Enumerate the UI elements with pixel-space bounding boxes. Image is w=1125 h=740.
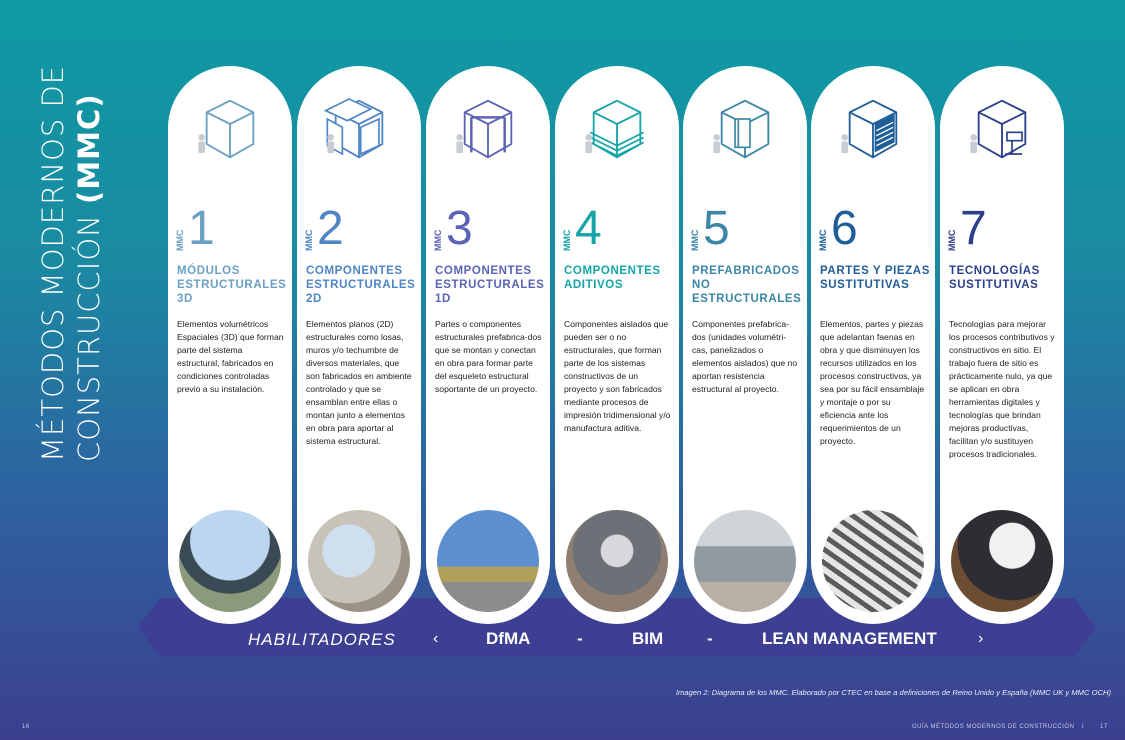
mmc-1-illustration-icon: [190, 84, 270, 174]
enabler-separator: -: [577, 629, 583, 648]
page-number-right: 17: [1100, 724, 1108, 730]
mmc-photo: [951, 510, 1053, 612]
footer-divider: I: [1082, 724, 1085, 730]
mmc-description: Componentes aislados que pueden ser o no estructurales, que forman parte de los sistemas constructivos de un proyecto y son fabricados mediante procesos de impresión tridimensional y/o manufactura aditiva.: [564, 319, 671, 433]
mmc-number: 6: [831, 202, 858, 255]
mmc-description: Partes o componentes estructurales prefabrica-dos que se montan y conectan en obra para formar parte del esqueleto estructural soportante de un proyecto.: [435, 319, 542, 394]
title-line-2: CONSTRUCCIÓN (MMC): [72, 93, 106, 462]
enabler-dfma: DfMA: [486, 629, 531, 648]
mmc-label: MMC: [175, 229, 185, 251]
mmc-number: 1: [188, 202, 215, 255]
mmc-card-7: [940, 66, 1064, 624]
mmc-label: MMC: [818, 229, 828, 251]
mmc-title: COMPONENTES ESTRUCTURALES 1D: [435, 265, 545, 305]
habilitadores-label: HABILITADORES: [248, 630, 396, 649]
mmc-5-illustration-icon: [705, 84, 785, 174]
mmc-number: 5: [703, 202, 730, 255]
figure-caption: Imagen 2: Diagrama de los MMC. Elaborado por CTEC en base a definiciones de Reino Unido y España (MMC UK y MMC OCH): [675, 688, 1111, 697]
mmc-photo: [179, 510, 281, 612]
footer-guide-title: GUÍA MÉTODOS MODERNOS DE CONSTRUCCIÓN: [912, 724, 1075, 730]
title-line-1: MÉTODOS MODERNOS DE: [36, 64, 70, 462]
mmc-card-2: [297, 66, 421, 624]
mmc-title: TECNOLOGÍAS SUSTITUTIVAS: [949, 265, 1040, 291]
mmc-description: Componentes prefabrica-dos (unidades volumétri-cas, panelizados o elementos aislados) que no aportan resistencia estructural al proyecto.: [692, 319, 798, 394]
mmc-number: 7: [960, 202, 987, 255]
mmc-card-1: [168, 66, 292, 624]
mmc-label: MMC: [947, 229, 957, 251]
mmc-number: 4: [575, 202, 602, 255]
mmc-title: MÓDULOS ESTRUCTURALES 3D: [177, 265, 287, 305]
mmc-card-4: [555, 66, 679, 624]
mmc-3-illustration-icon: [448, 84, 528, 174]
mmc-photo: [822, 510, 924, 612]
mmc-title: COMPONENTES ESTRUCTURALES 2D: [306, 265, 416, 305]
mmc-photo: [694, 510, 796, 612]
mmc-number: 3: [446, 202, 473, 255]
mmc-card-3: [426, 66, 550, 624]
mmc-title: PARTES Y PIEZAS SUSTITUTIVAS: [820, 265, 930, 291]
mmc-label: MMC: [690, 229, 700, 251]
enabler-bim: BIM: [632, 629, 664, 648]
mmc-7-illustration-icon: [962, 84, 1042, 174]
mmc-photo: [566, 510, 668, 612]
mmc-description: Elementos planos (2D) estructurales como losas, muros y/o techumbre de diversos materiales, que son fabricados en ambiente controlado y que se ensamblan entre ellas o montan junto a elementos en obra para aportar al sistema estructural.: [306, 319, 412, 446]
mmc-card-5: [683, 66, 807, 624]
mmc-description: Elementos volumétricos Espaciales (3D) que forman parte del sistema estructural, fabricados en condiciones controladas previo a su instalación.: [177, 319, 284, 394]
mmc-label: MMC: [304, 229, 314, 251]
mmc-title: PREFABRICADOS NO ESTRUCTURALES: [692, 265, 802, 305]
mmc-description: Tecnologías para mejorar los procesos contributivos y constructivos en sitio. El trabajo fuera de sitio es prácticamente nulo, ya que se aplican en obra herramientas digitales y tecnologías que brindan mejoras productivas, facilitan y/o sustituyen procesos tradicionales.: [949, 319, 1055, 459]
chevron-right-icon: ›: [978, 630, 984, 647]
enabler-separator: -: [707, 629, 713, 648]
mmc-number: 2: [317, 202, 344, 255]
mmc-label: MMC: [562, 229, 572, 251]
mmc-6-illustration-icon: [833, 84, 913, 174]
mmc-title: COMPONENTES ADITIVOS: [564, 265, 661, 291]
mmc-card-6: [811, 66, 935, 624]
mmc-photo: [437, 510, 539, 612]
mmc-2-illustration-icon: [319, 84, 399, 174]
page-number-left: 16: [22, 724, 30, 730]
page-title: [35, 22, 115, 462]
mmc-4-illustration-icon: [577, 84, 657, 174]
mmc-label: MMC: [433, 229, 443, 251]
mmc-photo: [308, 510, 410, 612]
enabler-lean: LEAN MANAGEMENT: [762, 629, 937, 648]
mmc-description: Elementos, partes y piezas que adelantan faenas en obra y que disminuyen los recursos utilizados en los procesos constructivos, ya sea por su fácil ensamblaje y montaje o por su eficiencia ante los requerimientos de un proyecto.: [820, 319, 925, 446]
chevron-left-icon: ‹: [433, 630, 439, 647]
